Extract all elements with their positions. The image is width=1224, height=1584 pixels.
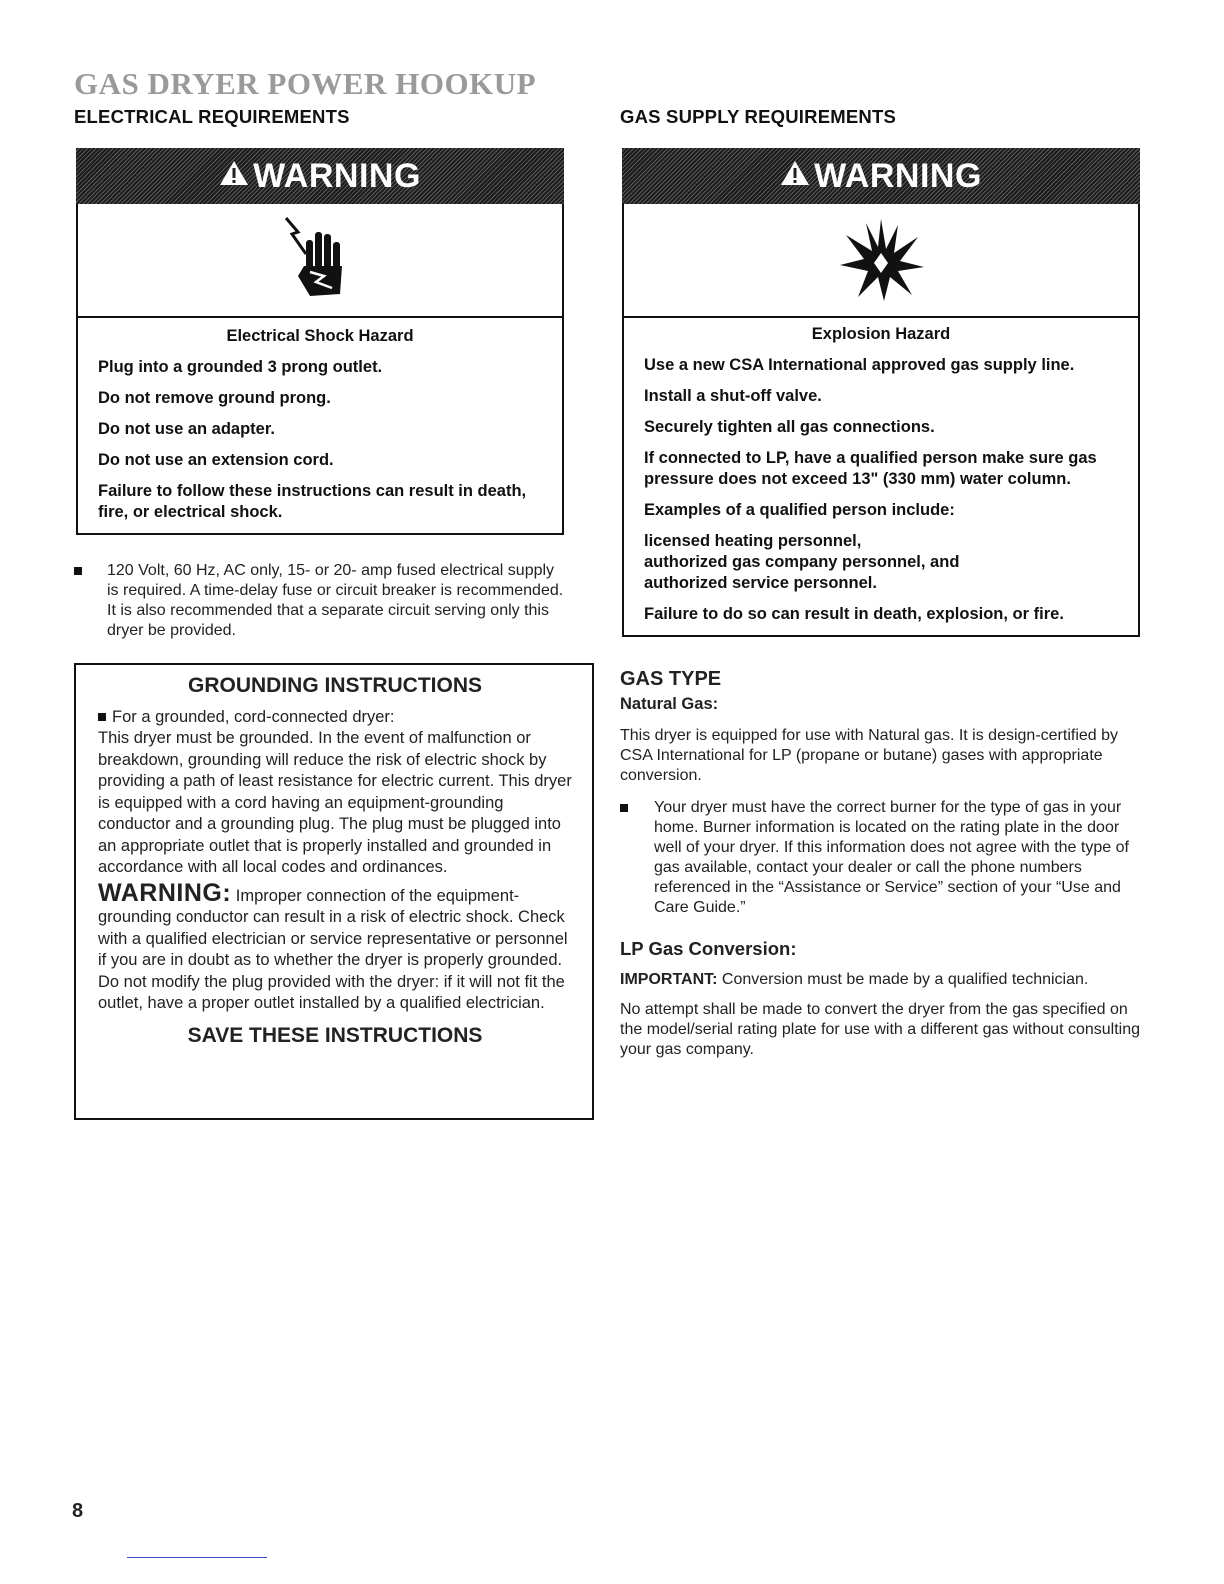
grounding-instructions-box [74, 663, 594, 1120]
lp-conversion-heading: LP Gas Conversion: [620, 938, 797, 959]
warning-line: Failure to follow these instructions can result in death, fire, or electrical shock. [98, 482, 527, 521]
grounding-heading: GROUNDING INSTRUCTIONS [188, 674, 482, 697]
gas-warning-header [622, 148, 1140, 204]
warning-line: Do not remove ground prong. [98, 389, 331, 407]
important-text: Conversion must be made by a qualified technician. [721, 971, 1089, 988]
bullet-square-icon [620, 804, 628, 812]
electrical-requirements-heading: ELECTRICAL REQUIREMENTS [74, 106, 350, 127]
important-label: IMPORTANT: [620, 971, 718, 988]
gas-supply-requirements-heading: GAS SUPPLY REQUIREMENTS [620, 106, 896, 127]
grounding-bullet [98, 707, 572, 729]
natural-gas-subheading: Natural Gas: [620, 695, 719, 713]
gas-warning-label: WARNING [814, 156, 982, 195]
electrical-hazard-title: Electrical Shock Hazard [226, 327, 414, 345]
grounding-warning [98, 878, 572, 1015]
warning-line: Use a new CSA International approved gas supply line. [644, 356, 1075, 374]
explosion-hazard-title: Explosion Hazard [811, 325, 951, 343]
explosion-icon [624, 204, 1138, 318]
warning-line: Install a shut-off valve. [644, 387, 822, 405]
warning-triangle-icon [780, 157, 810, 196]
grounding-warning-word: WARNING: [98, 878, 232, 907]
warning-line: Plug into a grounded 3 prong outlet. [98, 358, 383, 376]
warning-triangle-icon [219, 157, 249, 196]
warning-line: Do not use an adapter. [98, 420, 275, 438]
qualified-person-item: authorized service personnel. [644, 574, 877, 592]
gas-warning-panel [622, 148, 1140, 637]
page-title: GAS DRYER POWER HOOKUP [74, 66, 537, 101]
electric-shock-hand-icon [78, 204, 562, 318]
warning-line: Securely tighten all gas connections. [644, 418, 935, 436]
grounding-paragraph: This dryer must be grounded. In the event of malfunction or breakdown, grounding will reduce the risk of electric shock by providing a path of least resistance for electric current. This dryer is equipped with a cord having an equipment-grounding conductor and a grounding plug. The plug must be plugged into an appropriate outlet that is properly installed and grounded in accordance with all local codes and ordinances. [98, 729, 572, 876]
bullet-square-icon [98, 713, 106, 721]
burner-bullet-text: Your dryer must have the correct burner for the type of gas in your home. Burner information is located on the rating plate in the door well of your dryer. If this information does not agree with the type of gas available, contact your dealer or call the phone numbers referenced in the “Assistance or Service” section of your “Use and Care Guide.” [654, 799, 1129, 916]
warning-line: If connected to LP, have a qualified person make sure gas pressure does not exceed 13" (330 mm) water column. [644, 449, 1097, 488]
grounding-bullet-text: For a grounded, cord-connected dryer: [112, 707, 395, 726]
electrical-warning-header [76, 148, 564, 204]
electrical-warning-label: WARNING [253, 156, 421, 195]
electrical-supply-text: 120 Volt, 60 Hz, AC only, 15- or 20- amp fused electrical supply is required. A time-delay fuse or circuit breaker is recommended. It is also recommended that a separate circuit serving only this dryer be provided. [107, 562, 564, 639]
lp-important [620, 970, 1140, 990]
footer-rule [127, 1557, 267, 1558]
burner-bullet [620, 798, 1140, 918]
grounding-warning-text: Improper connection of the equipment-grounding conductor can result in a risk of electric shock. Check with a qualified electrician or service representative or personnel if you are in doubt as to whether the dryer is properly grounded. Do not modify the plug provided with the dryer: if it will not fit the outlet, have a proper outlet installed by a qualified electrician. [98, 886, 568, 1012]
warning-line: Failure to do so can result in death, explosion, or fire. [644, 605, 1064, 623]
qualified-person-item: authorized gas company personnel, and [644, 553, 960, 571]
page-number: 8 [72, 1500, 84, 1522]
gas-type-section [620, 668, 1140, 1060]
lp-paragraph: No attempt shall be made to convert the dryer from the gas specified on the model/serial rating plate for use with a different gas without consulting your gas company. [620, 1001, 1140, 1058]
gas-type-heading: GAS TYPE [620, 668, 722, 690]
bullet-square-icon [74, 567, 82, 575]
warning-line: Examples of a qualified person include: [644, 501, 955, 519]
electrical-warning-panel [76, 148, 564, 535]
warning-line: Do not use an extension cord. [98, 451, 334, 469]
natural-gas-paragraph: This dryer is equipped for use with Natural gas. It is design-certified by CSA International for LP (propane or butane) gases with appropriate conversion. [620, 727, 1119, 784]
electrical-supply-bullet [74, 561, 564, 641]
qualified-person-item: licensed heating personnel, [644, 532, 862, 550]
save-instructions: SAVE THESE INSTRUCTIONS [187, 1023, 483, 1047]
